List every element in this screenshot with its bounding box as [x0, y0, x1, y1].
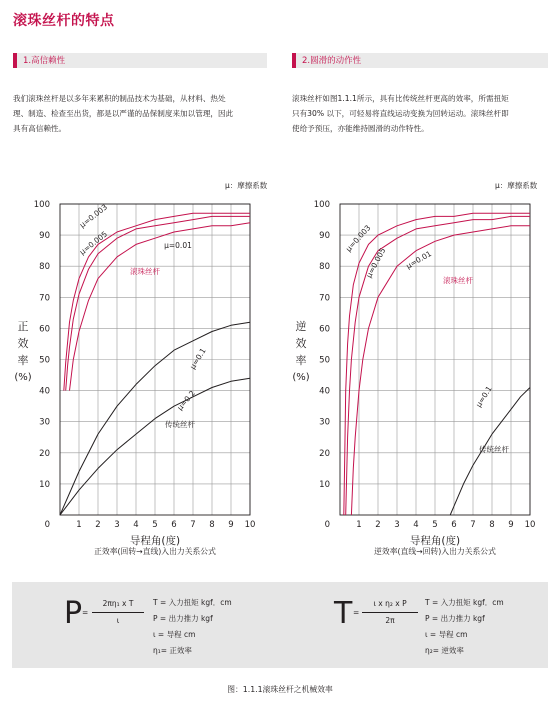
- y-label-char: (%): [292, 372, 310, 383]
- x-tick-label: 1: [356, 520, 362, 530]
- y-label-char: 效: [17, 337, 29, 350]
- y-tick-label: 40: [39, 386, 50, 397]
- y-tick-label: 40: [319, 386, 330, 397]
- formula-equals: =: [353, 608, 360, 617]
- friction-note-right: μ：摩擦系数: [495, 181, 538, 190]
- friction-note-left: μ：摩擦系数: [225, 181, 268, 190]
- smooth-motion-paragraph: [292, 91, 554, 136]
- page-title: 滚珠丝杆的特点: [13, 13, 115, 29]
- curve-annotation: 传统丝杆: [479, 445, 509, 454]
- formula-numerator: ι x η₂ x P: [373, 599, 407, 608]
- legend-line: ι = 导程 cm: [425, 630, 468, 639]
- y-tick-label: 80: [319, 262, 330, 273]
- curve-annotation: μ=0.1: [473, 384, 494, 409]
- x-axis-label: 导程角(度): [409, 535, 461, 547]
- x-tick-label: 7: [190, 520, 196, 530]
- y-label-char: 率: [17, 354, 29, 367]
- formula-output-symbol: T: [334, 596, 353, 631]
- x-tick-label: 5: [432, 520, 438, 530]
- x-tick-label: 10: [524, 520, 536, 530]
- paragraph-line: 只有30% 以下，可轻易将直线运动变换为回转运动。滚珠丝杆即: [292, 109, 509, 118]
- paragraph-line: 具有高信赖性。: [13, 124, 67, 133]
- paragraph-line: 滚珠丝杆如图1.1.1所示，具有比传统丝杆更高的效率，所需扭矩: [292, 94, 509, 103]
- formula-denominator: 2π: [385, 616, 395, 625]
- x-tick-label: 3: [114, 520, 120, 530]
- y-tick-label: 10: [319, 479, 330, 490]
- fraction-bar: [92, 612, 144, 613]
- curve-annotation: 滚珠丝杆: [130, 267, 160, 276]
- curve-annotation: μ=0.005: [364, 246, 388, 280]
- x-tick-label: 6: [451, 520, 457, 530]
- curve-annotation: μ=0.003: [343, 223, 373, 254]
- x-tick-label: 6: [171, 520, 177, 530]
- formula-equals: =: [82, 608, 89, 617]
- curve-annotation: 传统丝杆: [165, 420, 195, 429]
- x-tick-label: 7: [470, 520, 476, 530]
- y-tick-label: 80: [39, 262, 50, 273]
- formula-panel: [12, 582, 548, 668]
- x-tick-label: 5: [152, 520, 158, 530]
- y-tick-label: 20: [319, 448, 330, 459]
- x-tick-label: 4: [413, 520, 419, 530]
- y-label-char: 正: [17, 320, 29, 333]
- y-tick-label: 60: [39, 324, 50, 335]
- formula-denominator: ι: [116, 616, 120, 625]
- section-heading: 2.圆滑的动作性: [302, 56, 362, 66]
- curve-annotation: μ=0.005: [77, 229, 110, 257]
- paragraph-line: 理、制造、检查至出货，都是以严谨的品保制度来加以管理，因此: [13, 109, 234, 118]
- section-header-smooth-motion: [292, 53, 548, 68]
- curve-annotation: μ=0.003: [77, 202, 110, 230]
- fraction-bar: [362, 612, 418, 613]
- section-accent-bar: [292, 53, 296, 68]
- y-tick-label: 70: [319, 293, 330, 304]
- y-tick-label: 20: [39, 448, 50, 459]
- y-tick-label: 30: [319, 417, 330, 428]
- x-tick-label: 9: [508, 520, 514, 530]
- origin-tick-label: 0: [44, 520, 50, 530]
- y-tick-label: 70: [39, 293, 50, 304]
- reliability-paragraph: [13, 91, 273, 136]
- efficiency-curve-mu-0.01: [70, 223, 251, 391]
- section-accent-bar: [13, 53, 17, 68]
- x-tick-label: 4: [133, 520, 139, 530]
- formula-legend-forward: [153, 595, 232, 659]
- y-label-char: 逆: [295, 320, 307, 333]
- curve-annotation: μ=0.2: [175, 388, 197, 413]
- forward-chart-caption: 正效率(回转→直线)入出力关系公式: [94, 547, 216, 556]
- origin-tick-label: 0: [324, 520, 330, 530]
- y-label-char: (%): [14, 372, 32, 383]
- legend-line: P = 出力推力 kgf: [153, 614, 213, 623]
- formula-output-symbol: P: [64, 596, 83, 631]
- paragraph-line: 使给予预压，亦能维持圆滑的动作特性。: [292, 124, 429, 133]
- legend-line: η₁= 正效率: [153, 646, 192, 655]
- efficiency-curve-mu-0.003: [344, 213, 530, 515]
- x-tick-label: 9: [228, 520, 234, 530]
- x-axis-label: 导程角(度): [129, 535, 181, 547]
- y-tick-label: 100: [313, 200, 330, 210]
- y-tick-label: 30: [39, 417, 50, 428]
- x-tick-label: 1: [76, 520, 82, 530]
- legend-line: η₂= 逆效率: [425, 646, 464, 655]
- x-tick-label: 3: [394, 520, 400, 530]
- figure-caption: 图：1.1.1滚珠丝杆之机械效率: [227, 685, 333, 694]
- paragraph-line: 我们滚珠丝杆是以多年来累积的制品技术为基础，从材料、热处: [13, 94, 226, 103]
- y-tick-label: 100: [33, 200, 50, 210]
- y-tick-label: 10: [39, 479, 50, 490]
- formula-legend-reverse: [425, 595, 504, 659]
- formula-numerator: 2πη₁ x T: [102, 599, 134, 608]
- x-tick-label: 8: [489, 520, 495, 530]
- section-heading: 1.高信赖性: [23, 56, 66, 66]
- y-tick-label: 90: [319, 231, 330, 242]
- forward-efficiency-chart: [0, 190, 280, 550]
- curve-annotation: 滚珠丝杆: [443, 276, 473, 285]
- legend-line: T = 入力扭矩 kgf．cm: [153, 598, 232, 607]
- curve-annotation: μ=0.01: [404, 248, 434, 271]
- legend-line: ι = 导程 cm: [153, 630, 196, 639]
- y-label-char: 率: [295, 354, 307, 367]
- y-tick-label: 60: [319, 324, 330, 335]
- curve-annotation: μ=0.1: [187, 346, 208, 371]
- legend-line: T = 入力扭矩 kgf．cm: [425, 598, 504, 607]
- x-tick-label: 10: [244, 520, 256, 530]
- x-tick-label: 2: [375, 520, 381, 530]
- reverse-efficiency-chart: [280, 190, 560, 550]
- y-tick-label: 50: [39, 355, 50, 366]
- legend-line: P = 出力推力 kgf: [425, 614, 485, 623]
- x-tick-label: 8: [209, 520, 215, 530]
- curve-annotation: μ=0.01: [164, 241, 192, 250]
- section-header-reliability: [13, 53, 267, 68]
- reverse-chart-caption: 逆效率(直线→回转)入出力关系公式: [374, 547, 496, 556]
- y-tick-label: 50: [319, 355, 330, 366]
- y-label-char: 效: [295, 337, 307, 350]
- x-tick-label: 2: [95, 520, 101, 530]
- y-tick-label: 90: [39, 231, 50, 242]
